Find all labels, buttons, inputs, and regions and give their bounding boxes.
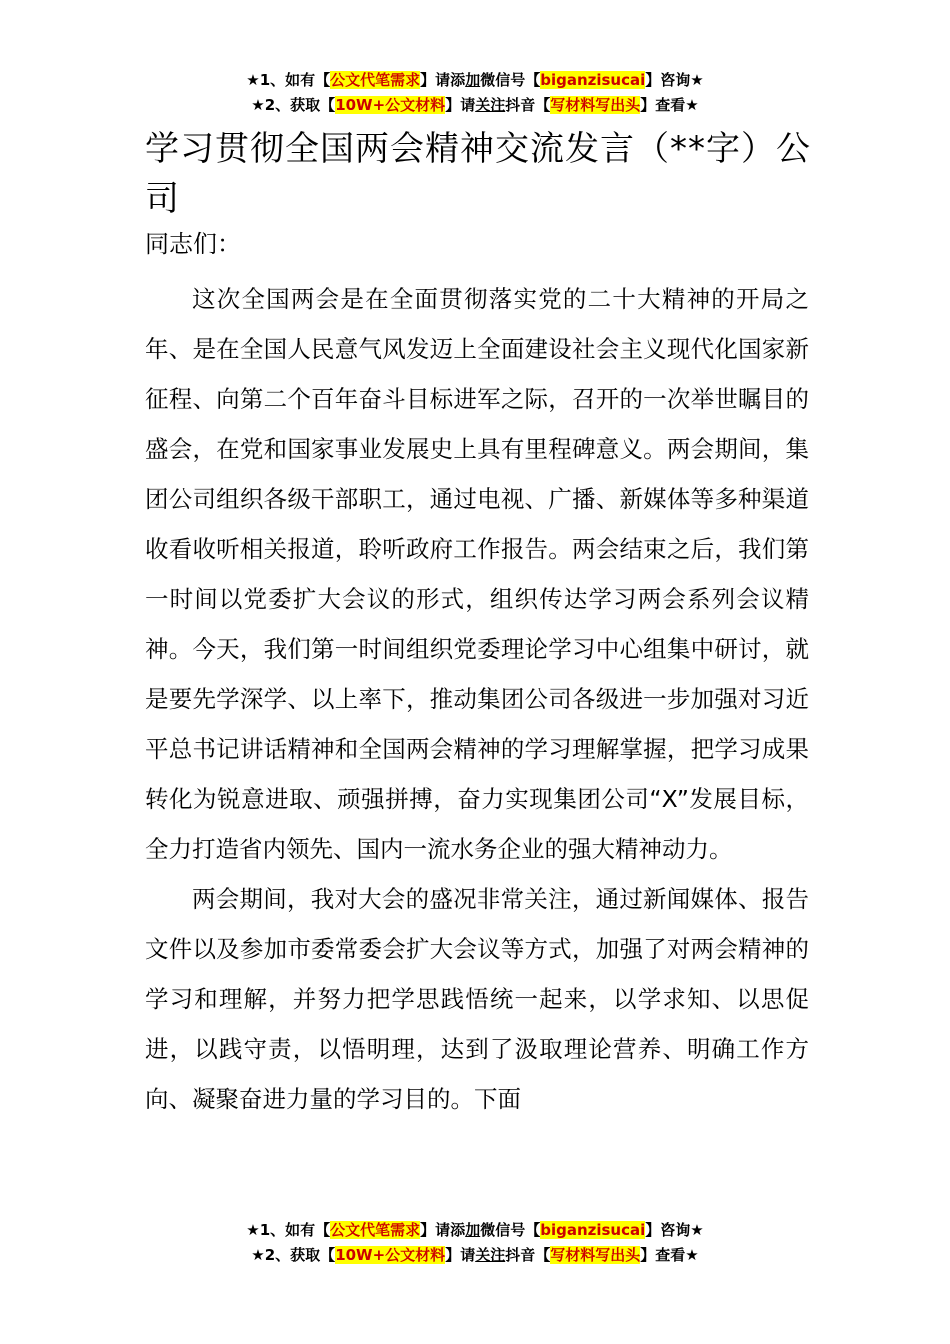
promo-text: 】请添	[420, 1221, 466, 1239]
promo-text: ★1、如有【	[246, 1221, 331, 1239]
document-title: 学习贯彻全国两会精神交流发言（**字）公司	[145, 129, 811, 219]
promo-text: 】咨询★	[645, 71, 704, 89]
promo-underlined: 加	[465, 71, 481, 89]
promo-text: 抖音【	[505, 96, 551, 114]
promo-highlight: 10W+公文材料	[335, 96, 446, 114]
promo-highlight: 公文代笔需求	[330, 1221, 421, 1239]
paragraph: 这次全国两会是在全面贯彻落实党的二十大精神的开局之年、是在全国人民意气风发迈上全面建设社会主义现代化国家新征程、向第二个百年奋斗目标进军之际，召开的一次举世瞩目的盛会，在党和国家事业发展史上具有里程碑意义。两会期间，集团公司组织各级干部职工，通过电视、广播、新媒体等多种渠道收看收听相关报道，聆听政府工作报告。两会结束之后，我们第一时间以党委扩大会议的形式，组织传达学习两会系列会议精神。今天，我们第一时间组织党委理论学习中心组集中研讨，就是要先学深学、以上率下，推动集团公司各级进一步加强对习近平总书记讲话精神和全国两会精神的学习理解掌握，把学习成果转化为锐意进取、顽强拼搏，奋力实现集团公司“X”发展目标，全力打造省内领先、国内一流水务企业的强大精神动力。	[145, 285, 809, 863]
promo-highlight: 10W+公文材料	[335, 1246, 446, 1264]
promo-line-2	[0, 1243, 950, 1268]
promo-underlined: 关注	[475, 96, 506, 114]
promo-text: 微信号【	[480, 1221, 541, 1239]
top-promo-banner	[0, 68, 950, 118]
promo-highlight: 公文代笔需求	[330, 71, 421, 89]
promo-highlight: 写材料写出头	[550, 1246, 641, 1264]
promo-text: 】请添	[420, 71, 466, 89]
promo-text: 微信号【	[480, 71, 541, 89]
promo-underlined: 加	[465, 1221, 481, 1239]
paragraph: 两会期间，我对大会的盛况非常关注，通过新闻媒体、报告文件以及参加市委常委会扩大会议等方式，加强了对两会精神的学习和理解，并努力把学思践悟统一起来，以学求知、以思促进，以践守责，以悟明理，达到了汲取理论营养、明确工作方向、凝聚奋进力量的学习目的。下面	[145, 885, 809, 1113]
promo-text: 抖音【	[505, 1246, 551, 1264]
promo-highlight: biganzisucai	[540, 1221, 646, 1239]
promo-highlight: biganzisucai	[540, 71, 646, 89]
promo-highlight: 写材料写出头	[550, 96, 641, 114]
promo-underlined: 关注	[475, 1246, 506, 1264]
promo-text: 】查看★	[640, 1246, 699, 1264]
promo-line-1	[0, 68, 950, 93]
promo-text: 】咨询★	[645, 1221, 704, 1239]
document-body	[145, 274, 809, 1124]
promo-text: ★2、获取【	[251, 1246, 336, 1264]
promo-text: ★1、如有【	[246, 71, 331, 89]
promo-line-1	[0, 1218, 950, 1243]
greeting: 同志们：	[145, 230, 241, 258]
bottom-promo-banner	[0, 1218, 950, 1268]
promo-text: 】请	[445, 96, 476, 114]
promo-text: 】请	[445, 1246, 476, 1264]
promo-text: ★2、获取【	[251, 96, 336, 114]
promo-text: 】查看★	[640, 96, 699, 114]
promo-line-2	[0, 93, 950, 118]
